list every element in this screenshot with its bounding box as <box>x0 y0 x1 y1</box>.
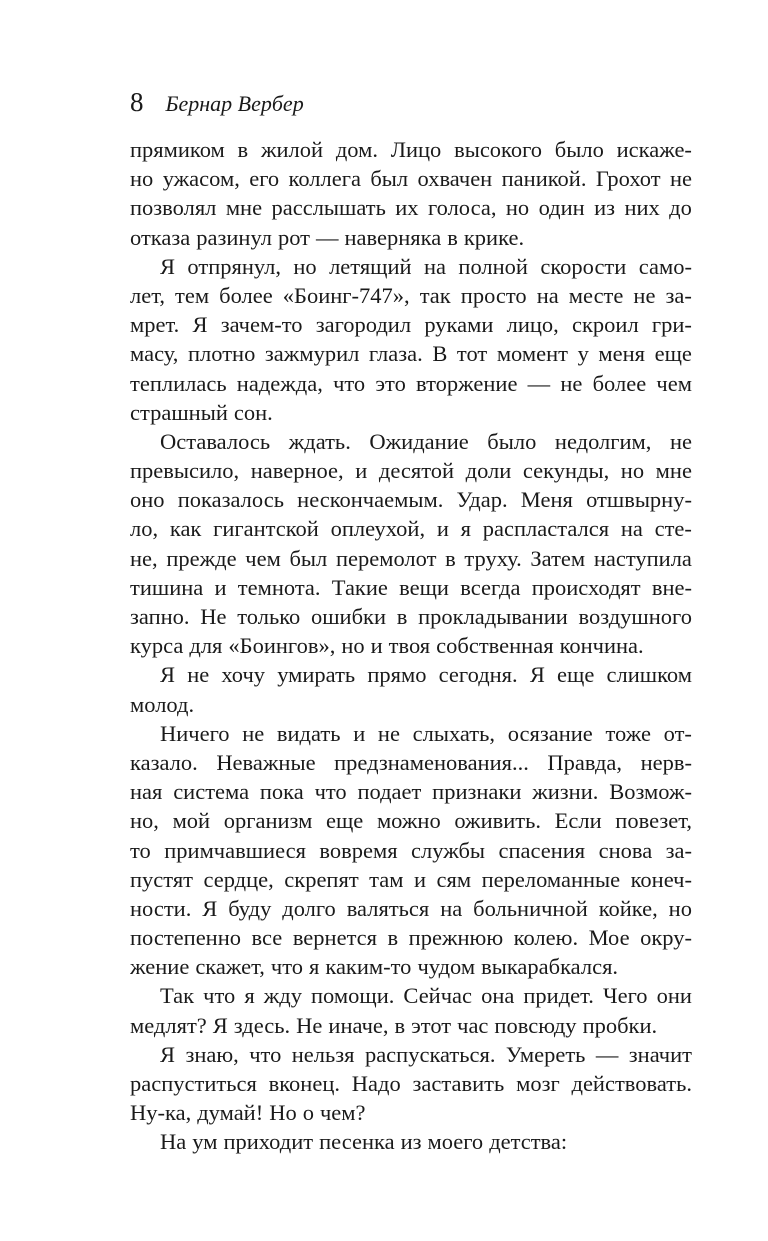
text-line: Ну-ка, думай! Но о чем? <box>130 1100 366 1126</box>
text-line: страшный сон. <box>130 399 273 425</box>
text-line: молод. <box>130 691 195 717</box>
text-line: Я не хочу умирать прямо сегодня. Я еще слишком <box>160 662 692 688</box>
text-line: не, прежде чем был перемолот в труху. Затем наступила <box>130 545 692 571</box>
text-line: медлят? Я здесь. Не иначе, в этот час повсюду пробки. <box>130 1012 658 1038</box>
text-line: ности. Я буду долго валяться на больничной койке, но <box>130 895 692 921</box>
text-line: но, мой организм еще можно оживить. Если повезет, <box>130 808 692 834</box>
text-line: лет, тем более «Боинг-747», так просто на месте не за- <box>130 282 692 308</box>
text-line: ная система пока что подает признаки жизни. Возмож- <box>130 779 692 805</box>
paragraph <box>130 660 692 718</box>
text-line: Так что я жду помощи. Сейчас она придет. Чего они <box>160 983 692 1009</box>
paragraph <box>130 719 692 982</box>
paragraph <box>130 427 692 661</box>
text-line: Ничего не видать и не слыхать, осязание тоже от- <box>160 720 692 746</box>
text-line: то примчавшиеся вовремя службы спасения снова за- <box>130 837 692 863</box>
text-line: постепенно все вернется в прежнюю колею. Мое окру- <box>130 925 692 951</box>
text-line: курса для «Боингов», но и твоя собственная кончина. <box>130 633 644 659</box>
text-line: прямиком в жилой дом. Лицо высокого было искаже- <box>130 137 692 162</box>
text-line: Я знаю, что нельзя распускаться. Умереть — значит <box>160 1041 692 1067</box>
text-line: Я отпрянул, но летящий на полной скорости само- <box>160 253 692 279</box>
text-line: жение скажет, что я каким-то чудом выкарабкался. <box>130 954 619 980</box>
text-line: ло, как гигантской оплеухой, и я распластался на сте- <box>130 516 692 542</box>
running-head: Бернар Вербер <box>165 91 304 116</box>
text-line: превысило, наверное, и десятой доли секунды, но мне <box>130 458 692 484</box>
paragraph <box>130 135 692 252</box>
text-line: теплилась надежда, что это вторжение — не более чем <box>130 370 692 396</box>
paragraph <box>130 981 692 1039</box>
page-header <box>130 84 304 120</box>
text-line: казало. Неважные предзнаменования... Правда, нерв- <box>130 749 692 775</box>
body-text <box>130 135 692 1157</box>
paragraph <box>130 1040 692 1128</box>
text-line: На ум приходит песенка из моего детства: <box>160 1129 568 1155</box>
text-line: мрет. Я зачем-то загородил руками лицо, скроил гри- <box>130 312 692 338</box>
text-line: пустят сердце, скрепят там и сям переломанные конеч- <box>130 866 692 892</box>
paragraph <box>130 1127 692 1156</box>
text-line: позволял мне расслышать их голоса, но один из них до <box>130 195 692 221</box>
text-line: запно. Не только ошибки в прокладывании воздушного <box>130 604 692 629</box>
text-line: оно показалось нескончаемым. Удар. Меня отшвырну- <box>130 487 692 513</box>
text-line: отказа разинул рот — наверняка в крике. <box>130 224 525 250</box>
text-line: масу, плотно зажмурил глаза. В тот момент у меня еще <box>130 341 692 367</box>
paragraph <box>130 252 692 427</box>
text-line: тишина и темнота. Такие вещи всегда происходят вне- <box>130 574 692 600</box>
page-number: 8 <box>130 87 144 117</box>
text-line: Оставалось ждать. Ожидание было недолгим, не <box>160 428 692 454</box>
text-line: но ужасом, его коллега был охвачен паникой. Грохот не <box>130 166 692 192</box>
text-line: распуститься вконец. Надо заставить мозг действовать. <box>130 1071 692 1096</box>
